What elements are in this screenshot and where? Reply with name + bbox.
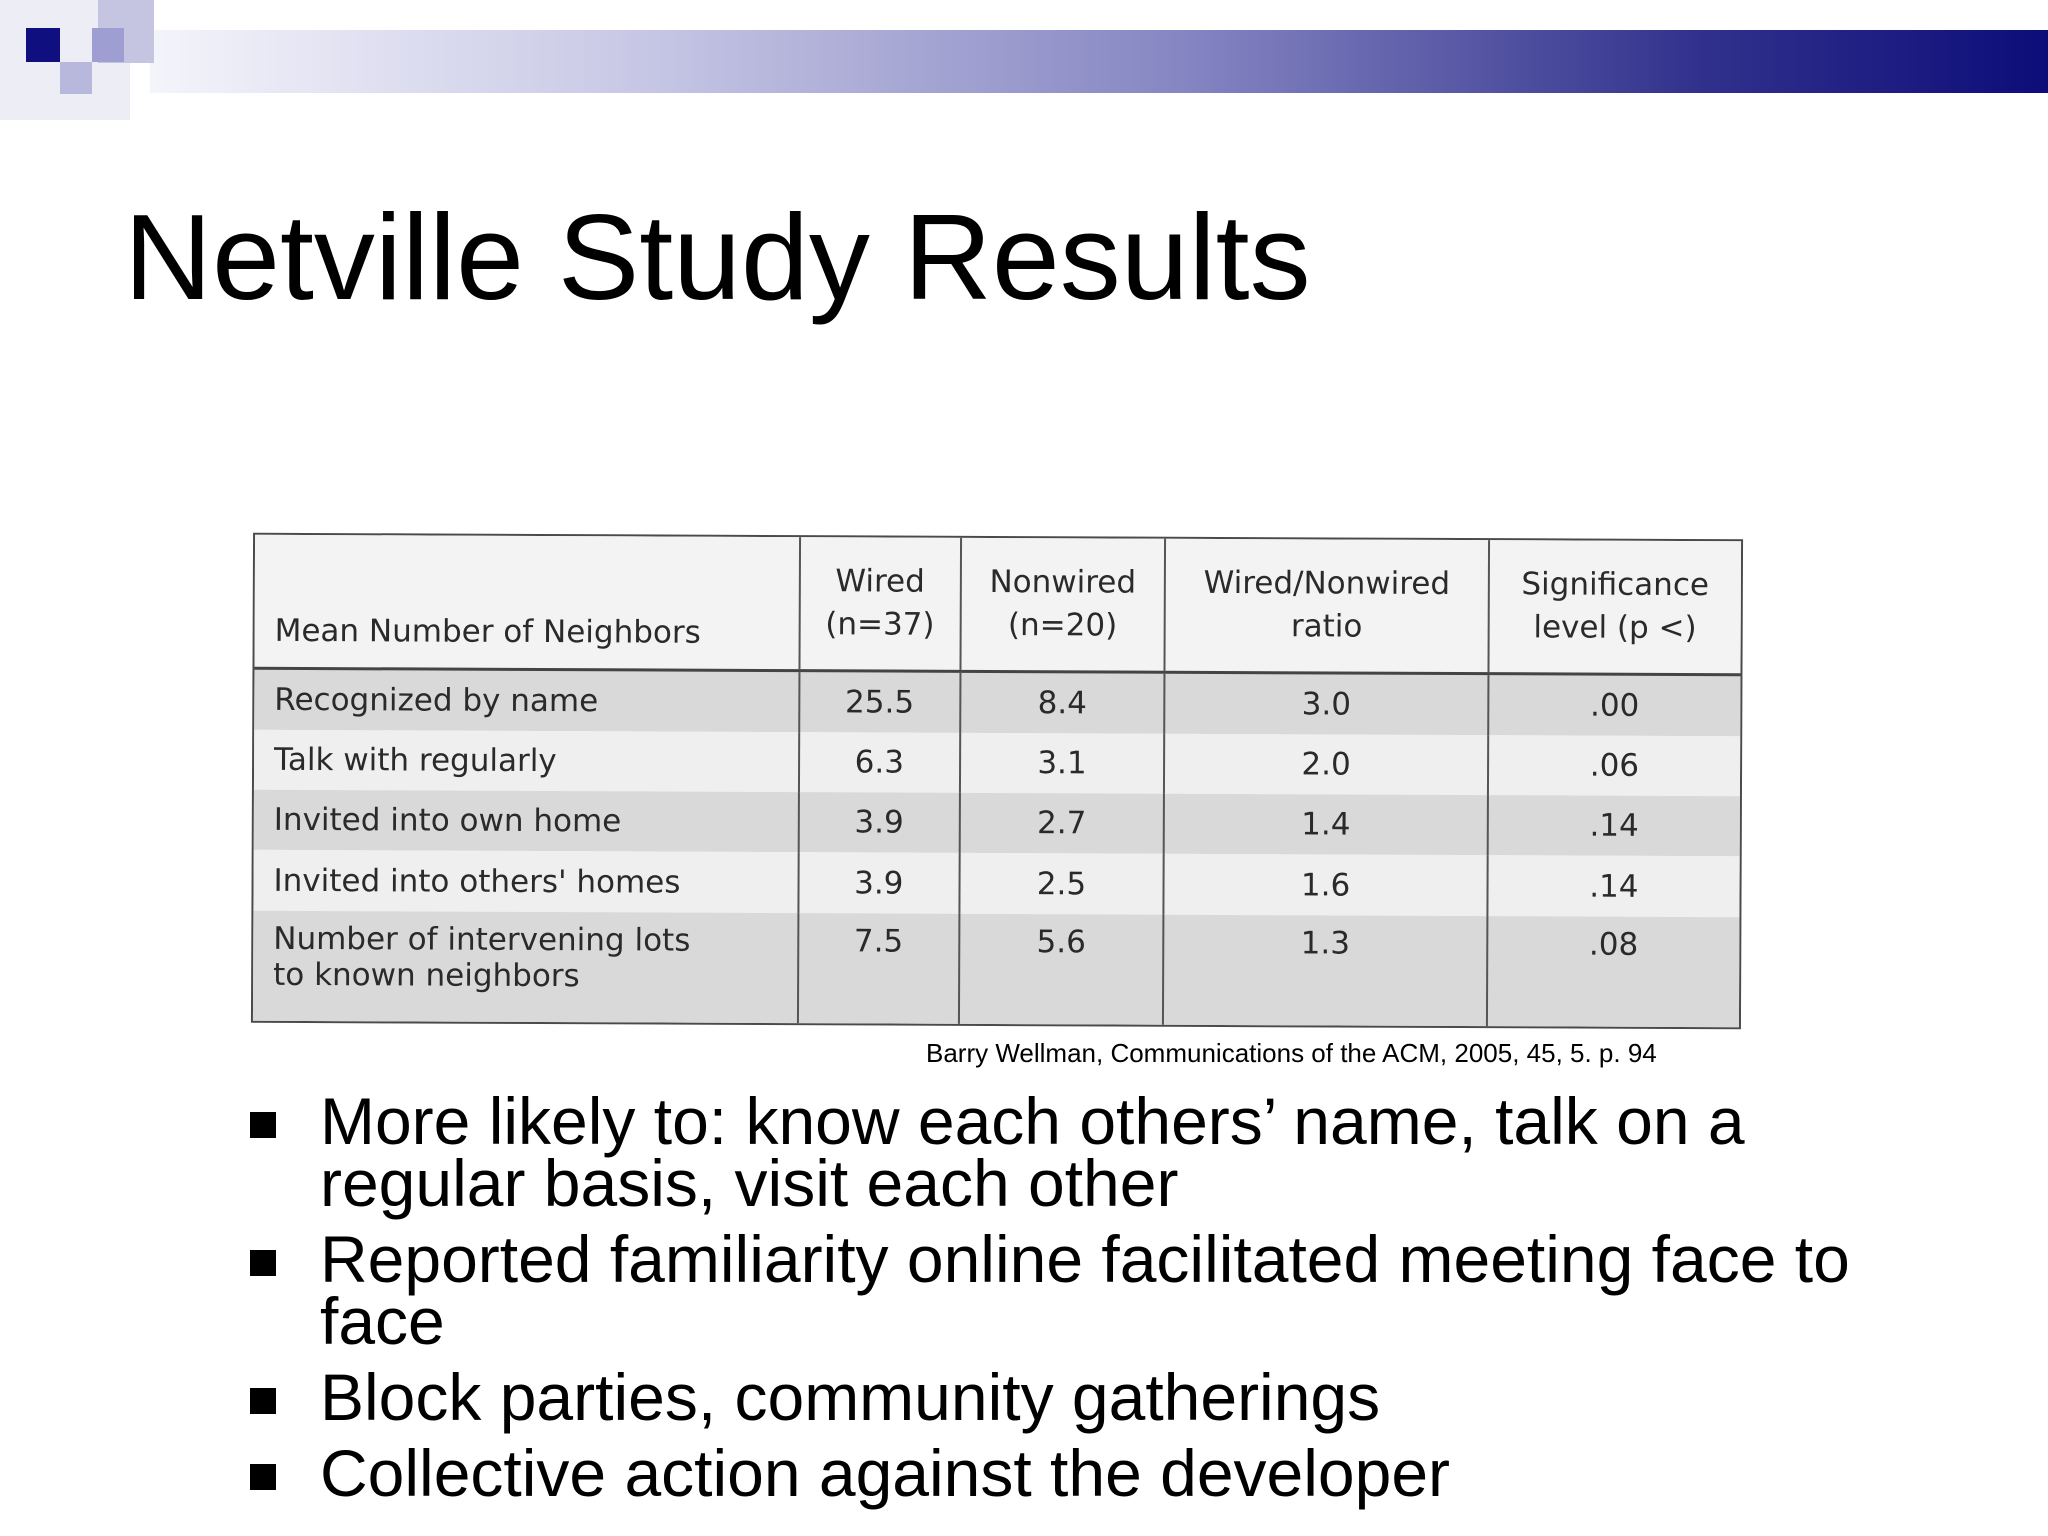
significance-value: .14 <box>1487 795 1740 856</box>
column-header <box>1165 539 1489 674</box>
square-bullet-icon <box>250 1112 276 1138</box>
table-header-row <box>254 535 1741 675</box>
table-row <box>254 790 1740 857</box>
table-row <box>253 910 1739 1027</box>
column-header <box>254 535 800 671</box>
corner-decoration-square <box>60 62 92 94</box>
slide-title: Netville Study Results <box>124 189 1311 325</box>
square-bullet-icon <box>250 1250 276 1276</box>
bullet-text: Reported familiarity online facilitated meeting face to face <box>320 1222 1850 1358</box>
column-header-sublabel: ratio <box>1290 608 1363 645</box>
significance-value: .06 <box>1488 735 1741 796</box>
square-bullet-icon <box>250 1388 276 1414</box>
ratio-value: 1.3 <box>1163 914 1487 1026</box>
nonwired-value: 2.7 <box>959 793 1164 854</box>
column-header <box>960 538 1165 672</box>
column-header-label: Wired <box>835 562 925 600</box>
square-bullet-icon <box>250 1464 276 1490</box>
column-header-sublabel: (n=37) <box>825 606 935 643</box>
nonwired-value: 2.5 <box>959 853 1164 914</box>
column-header-sublabel: (n=20) <box>1007 607 1118 644</box>
nonwired-value: 5.6 <box>958 913 1163 1024</box>
column-header <box>1488 540 1741 675</box>
significance-value: .00 <box>1488 674 1741 737</box>
bullet-text: Block parties, community gatherings <box>320 1360 1381 1434</box>
bullet-item <box>244 1084 1964 1220</box>
header-gradient-bar <box>150 30 2048 93</box>
ratio-value: 1.4 <box>1164 794 1488 856</box>
ratio-value: 1.6 <box>1164 854 1488 916</box>
ratio-value: 2.0 <box>1164 734 1488 796</box>
row-label <box>253 910 798 1023</box>
bullet-list <box>244 1084 1964 1518</box>
row-label: Talk with regularly <box>254 730 799 793</box>
column-header-label: Mean Number of Neighbors <box>274 612 701 651</box>
results-table-image <box>251 533 1743 1029</box>
column-header-label: Nonwired <box>989 563 1137 601</box>
citation-text: Barry Wellman, Communications of the ACM, 2005, 45, 5. p. 94 <box>926 1038 1657 1068</box>
bullet-text: More likely to: know each others’ name, talk on a regular basis, visit each other <box>320 1084 1745 1220</box>
row-label: Recognized by name <box>254 668 799 732</box>
wired-value: 3.9 <box>798 853 959 914</box>
results-table <box>253 535 1741 1027</box>
bullet-item <box>244 1360 1964 1434</box>
corner-decoration-square <box>26 28 60 62</box>
row-label-line: Number of intervening lots <box>273 920 691 959</box>
wired-value: 3.9 <box>799 792 960 853</box>
significance-value: .08 <box>1487 916 1740 1027</box>
bullet-text: Collective action against the developer <box>320 1436 1451 1510</box>
table-row <box>254 730 1740 797</box>
wired-value: 6.3 <box>799 732 960 793</box>
column-header-label: Wired/Nonwired <box>1203 564 1451 602</box>
nonwired-value: 3.1 <box>959 733 1164 794</box>
bullet-item <box>244 1222 1964 1358</box>
significance-value: .14 <box>1487 856 1740 917</box>
column-header-label: Significance <box>1521 565 1710 603</box>
wired-value: 25.5 <box>799 671 960 733</box>
column-header-sublabel: level (p <) <box>1533 609 1697 647</box>
corner-decoration-square <box>92 28 124 62</box>
ratio-value: 3.0 <box>1165 672 1489 735</box>
table-row <box>253 850 1739 917</box>
wired-value: 7.5 <box>798 913 959 1024</box>
row-label-line: to known neighbors <box>273 956 580 994</box>
bullet-item <box>244 1436 1964 1510</box>
table-row <box>254 668 1740 736</box>
row-label: Invited into others' homes <box>253 850 798 913</box>
row-label: Invited into own home <box>254 790 799 853</box>
column-header <box>799 537 960 671</box>
nonwired-value: 8.4 <box>960 671 1165 734</box>
